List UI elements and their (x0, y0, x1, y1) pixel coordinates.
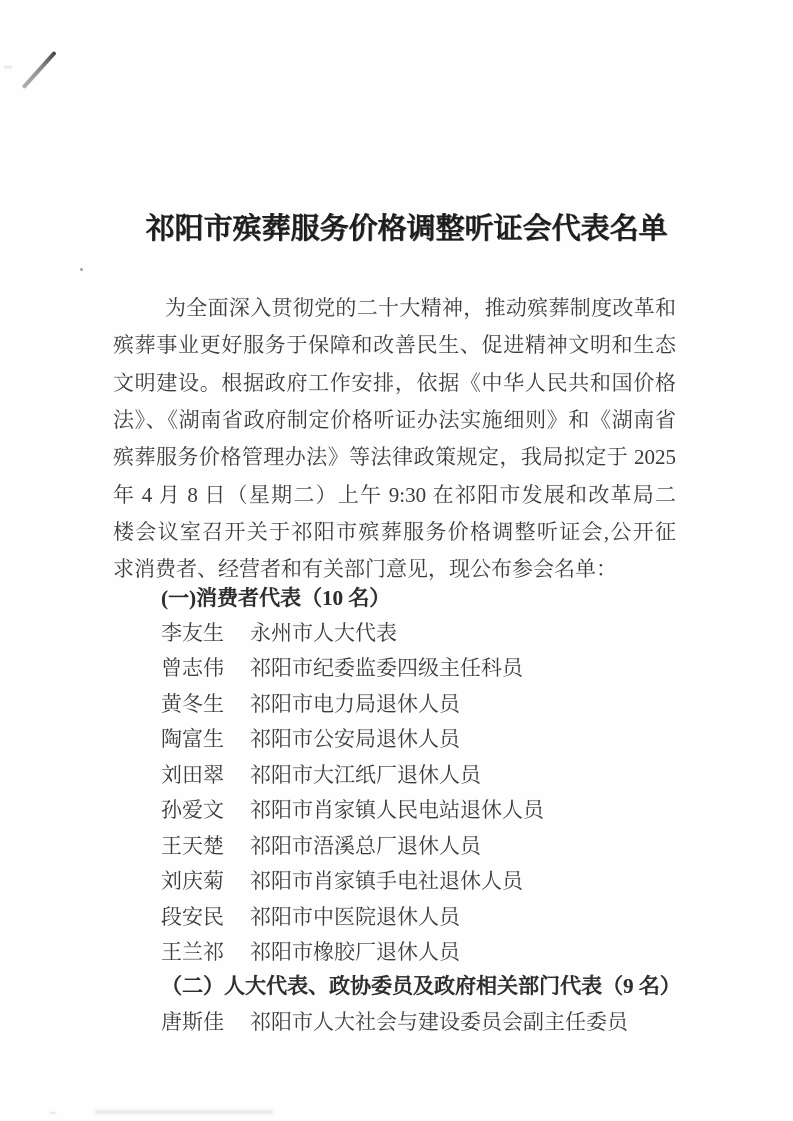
list-item (161, 651, 691, 686)
member-name: 王天楚 (161, 833, 224, 858)
member-title: 祁阳市人大社会与建设委员会副主任委员 (250, 1010, 628, 1034)
list-item (161, 829, 691, 864)
list-item (161, 935, 691, 970)
scan-smudge (50, 1112, 56, 1114)
member-title: 祁阳市纪委监委四级主任科员 (250, 656, 523, 681)
list-item (161, 864, 691, 899)
scan-smudge (95, 1110, 273, 1114)
member-name: 段安民 (161, 904, 224, 929)
member-title: 祁阳市公安局退休人员 (250, 727, 460, 752)
member-title: 祁阳市肖家镇手电社退休人员 (250, 869, 523, 894)
member-name: 王兰祁 (161, 940, 224, 965)
member-name: 陶富生 (161, 727, 224, 752)
member-title: 永州市人大代表 (250, 621, 397, 645)
member-title: 祁阳市中医院退休人员 (250, 904, 460, 929)
paragraph-line: 年 4 月 8 日（星期二）上午 9:30 在祁阳市发展和改革局二 (113, 482, 676, 507)
member-name: 李友生 (161, 621, 224, 645)
list-item (161, 900, 691, 935)
official-representative-list (161, 1005, 691, 1040)
consumer-representative-list (161, 616, 691, 971)
list-item (161, 616, 691, 651)
paragraph-line: 殡葬服务价格管理办法》等法律政策规定，我局拟定于 2025 (113, 445, 676, 470)
scan-speck (4, 66, 12, 68)
intro-paragraph (113, 290, 676, 589)
list-item (161, 793, 691, 828)
paragraph-line: 为全面深入贯彻党的二十大精神，推动殡葬制度改革和 (165, 296, 676, 320)
section-heading-officials: （二）人大代表、政协委员及政府相关部门代表（9 名） (161, 974, 681, 998)
member-name: 唐斯佳 (161, 1010, 224, 1034)
paragraph-line: 殡葬事业更好服务于保障和改善民生、促进精神文明和生态 (113, 333, 676, 358)
paragraph-line: 文明建设。根据政府工作安排，依据《中华人民共和国价格 (113, 370, 676, 395)
paragraph-line: 楼会议室召开关于祁阳市殡葬服务价格调整听证会,公开征 (113, 520, 676, 545)
member-title: 祁阳市电力局退休人员 (250, 691, 460, 716)
document-title: 祁阳市殡葬服务价格调整听证会代表名单 (145, 213, 668, 245)
list-item (161, 722, 691, 757)
list-item (161, 758, 691, 793)
list-item (161, 687, 691, 722)
list-item (161, 1005, 691, 1040)
member-title: 祁阳市大江纸厂退休人员 (250, 762, 481, 787)
member-name: 黄冬生 (161, 691, 224, 716)
member-name: 孙爱文 (161, 798, 224, 823)
scan-speck (80, 268, 83, 271)
pen-stroke-mark (22, 51, 57, 89)
section-heading-consumers: (一)消费者代表（10 名） (161, 586, 391, 610)
paragraph-line: 求消费者、经营者和有关部门意见，现公布参会名单： (113, 557, 617, 582)
member-name: 刘庆菊 (161, 869, 224, 894)
member-name: 刘田翠 (161, 762, 224, 787)
member-title: 祁阳市浯溪总厂退休人员 (250, 833, 481, 858)
member-title: 祁阳市橡胶厂退休人员 (250, 940, 460, 965)
member-title: 祁阳市肖家镇人民电站退休人员 (250, 798, 544, 823)
member-name: 曾志伟 (161, 656, 224, 681)
paragraph-line: 法》、《湖南省政府制定价格听证办法实施细则》和《湖南省 (113, 408, 676, 433)
